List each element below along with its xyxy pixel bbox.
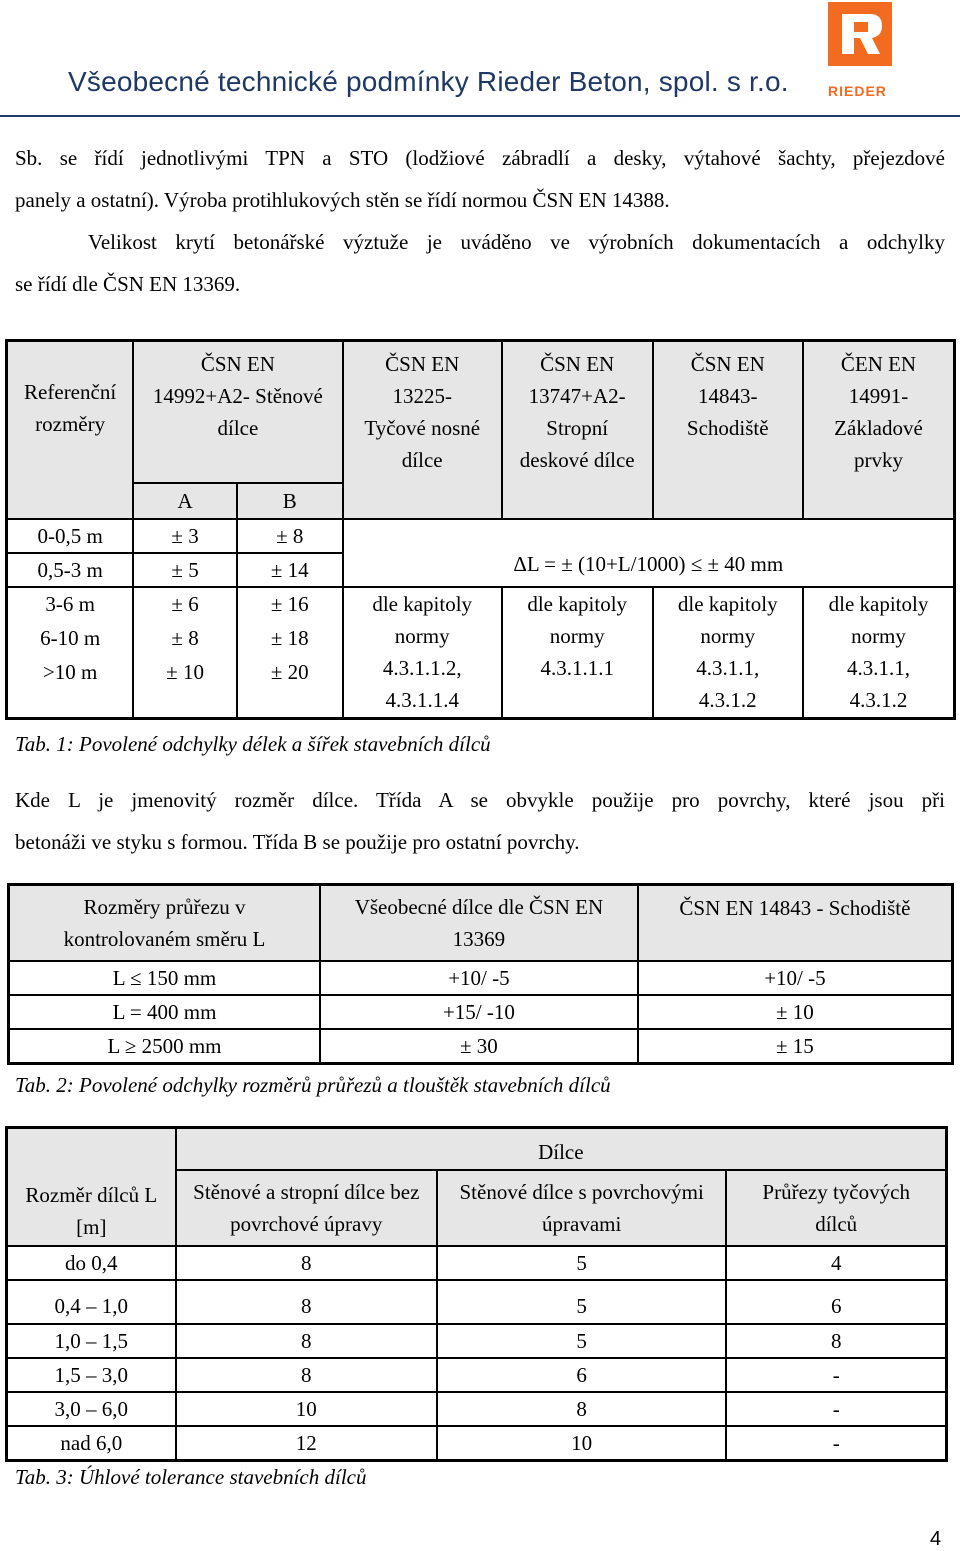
- table-cross-section-tolerances: [7, 883, 954, 1065]
- ref-stairs: dle kapitoly normy 4.3.1.1, 4.3.1.2: [653, 587, 803, 719]
- table-cell-c1: 8: [176, 1280, 437, 1324]
- ref-foundation: dle kapitoly normy 4.3.1.1, 4.3.1.2: [828, 591, 929, 712]
- table-cell-stairs: ± 15: [638, 1029, 953, 1064]
- header-stairs: ČSN EN 14843- Schodiště: [653, 341, 803, 519]
- table-cell-c3: 6: [726, 1280, 946, 1324]
- table-row-size: 3,0 – 6,0: [7, 1392, 176, 1426]
- table-row-size: L ≤ 150 mm: [9, 961, 321, 995]
- table-cell-b: ± 18: [237, 621, 343, 655]
- header-wall-with-finish: Stěnové dílce s povrchovými úpravami: [437, 1170, 726, 1246]
- table-cell-c1: 8: [176, 1358, 437, 1392]
- intro-line-1: Sb. se řídí jednotlivými TPN a STO (lodžiové zábradlí a desky, výtahové šachty, přejezdové: [15, 146, 945, 170]
- subheader-class-b: B: [237, 483, 343, 519]
- table-cell-a: ± 3: [133, 519, 237, 553]
- table-cell-stairs: ± 10: [638, 995, 953, 1029]
- ref-rod-elements: dle kapitoly normy 4.3.1.1.2, 4.3.1.1.4: [343, 587, 502, 719]
- table1-caption: Tab. 1: Povolené odchylky délek a šířek stavebních dílců: [15, 732, 491, 756]
- page-number: 4: [930, 1528, 942, 1550]
- table-cell-c2: 5: [437, 1280, 726, 1324]
- table-row-size: 0,4 – 1,0: [7, 1280, 176, 1324]
- table-cell-general: +10/ -5: [320, 961, 638, 995]
- header-foundation: ČEN EN 14991- Základové prvky: [803, 341, 955, 519]
- note-line-2: betonáži ve styku s formou. Třída B se použije pro ostatní povrchy.: [15, 830, 580, 854]
- header-stairs-standard: ČSN EN 14843 - Schodiště: [638, 885, 953, 961]
- table-cell-c3: -: [726, 1358, 946, 1392]
- table-cell-c2: 10: [437, 1426, 726, 1461]
- intro-line-4: se řídí dle ČSN EN 13369.: [15, 272, 241, 296]
- table-row-range: >10 m: [7, 655, 134, 689]
- table-cell-b: ± 14: [237, 553, 343, 587]
- header-rod-sections: Průřezy tyčových dílců: [726, 1170, 946, 1246]
- header-floor-slabs: ČSN EN 13747+A2- Stropní deskové dílce: [502, 341, 653, 519]
- table-cell-c1: 10: [176, 1392, 437, 1426]
- table-row-size: 1,0 – 1,5: [7, 1324, 176, 1358]
- table-cell-a: ± 8: [133, 621, 237, 655]
- header-wall-floor-no-finish: Stěnové a stropní dílce bez povrchové úpravy: [176, 1170, 437, 1246]
- table-cell-c2: 6: [437, 1358, 726, 1392]
- header-reference-dims: Referenční rozměry: [7, 341, 134, 519]
- table-row-size: nad 6,0: [7, 1426, 176, 1461]
- table-cell-c1: 8: [176, 1246, 437, 1280]
- table-row-range: 6-10 m: [7, 621, 134, 655]
- table-cell-a: ± 6: [133, 587, 237, 621]
- note-line-1: Kde L je jmenovitý rozměr dílce. Třída A se obvykle použije pro povrchy, které jsou při: [15, 788, 945, 812]
- table-row-size: L ≥ 2500 mm: [9, 1029, 321, 1064]
- table-cell-c2: 8: [437, 1392, 726, 1426]
- table-row-size: 1,5 – 3,0: [7, 1358, 176, 1392]
- table-row-size: L = 400 mm: [9, 995, 321, 1029]
- table-cell-b: ± 16: [237, 587, 343, 621]
- table-tolerances-length-width: [5, 339, 956, 720]
- table-cell-c1: 8: [176, 1324, 437, 1358]
- rieder-logo-icon: [828, 2, 892, 66]
- table-cell-a: ± 5: [133, 553, 237, 587]
- table-cell-general: ± 30: [320, 1029, 638, 1064]
- header-wall-panels: ČSN EN 14992+A2- Stěnové dílce: [133, 341, 342, 483]
- table-cell-stairs: +10/ -5: [638, 961, 953, 995]
- header-cross-section-size: Rozměry průřezu v kontrolovaném směru L: [9, 885, 321, 961]
- class-note-paragraph: [15, 779, 945, 863]
- table-angular-tolerances: [5, 1126, 948, 1462]
- intro-paragraph: [15, 137, 945, 305]
- header-general-elements: Všeobecné dílce dle ČSN EN 13369: [320, 885, 638, 961]
- table-row-size: do 0,4: [7, 1246, 176, 1280]
- table3-caption: Tab. 3: Úhlové tolerance stavebních dílců: [15, 1465, 367, 1489]
- table-cell-c3: -: [726, 1426, 946, 1461]
- table-row-range: 3-6 m: [7, 587, 134, 621]
- table-cell-a: ± 10: [133, 655, 237, 689]
- table-row-range: 0-0,5 m: [7, 519, 134, 553]
- table-cell-c2: 5: [437, 1324, 726, 1358]
- table-row-range: 0,5-3 m: [7, 553, 134, 587]
- header-divider: [0, 115, 960, 117]
- table2-caption: Tab. 2: Povolené odchylky rozměrů průřezů a tlouštěk stavebních dílců: [15, 1073, 611, 1097]
- table-cell-general: +15/ -10: [320, 995, 638, 1029]
- intro-line-3: Velikost krytí betonářské výztuže je uváděno ve výrobních dokumentacích a odchylky: [88, 230, 945, 254]
- rieder-logo-text: RIEDER: [828, 83, 887, 99]
- ref-floor-slabs: dle kapitoly normy 4.3.1.1.1: [502, 587, 653, 719]
- header-element-size: Rozměr dílců L [m]: [7, 1128, 176, 1246]
- intro-line-2: panely a ostatní). Výroba protihlukových stěn se řídí normou ČSN EN 14388.: [15, 188, 670, 212]
- header-rod-elements: ČSN EN 13225- Tyčové nosné dílce: [343, 341, 502, 519]
- table-cell-b: ± 8: [237, 519, 343, 553]
- table-cell-c3: 8: [726, 1324, 946, 1358]
- table-cell-c3: -: [726, 1392, 946, 1426]
- table-cell-c1: 12: [176, 1426, 437, 1461]
- table-cell-c2: 5: [437, 1246, 726, 1280]
- document-header-title: Všeobecné technické podmínky Rieder Beton, spol. s r.o.: [68, 66, 789, 97]
- table-cell-b: ± 20: [237, 655, 343, 689]
- table-cell-c3: 4: [726, 1246, 946, 1280]
- subheader-class-a: A: [133, 483, 237, 519]
- header-elements-group: Dílce: [176, 1128, 947, 1170]
- delta-formula: ΔL = ± (10+L/1000) ≤ ± 40 mm: [343, 519, 955, 587]
